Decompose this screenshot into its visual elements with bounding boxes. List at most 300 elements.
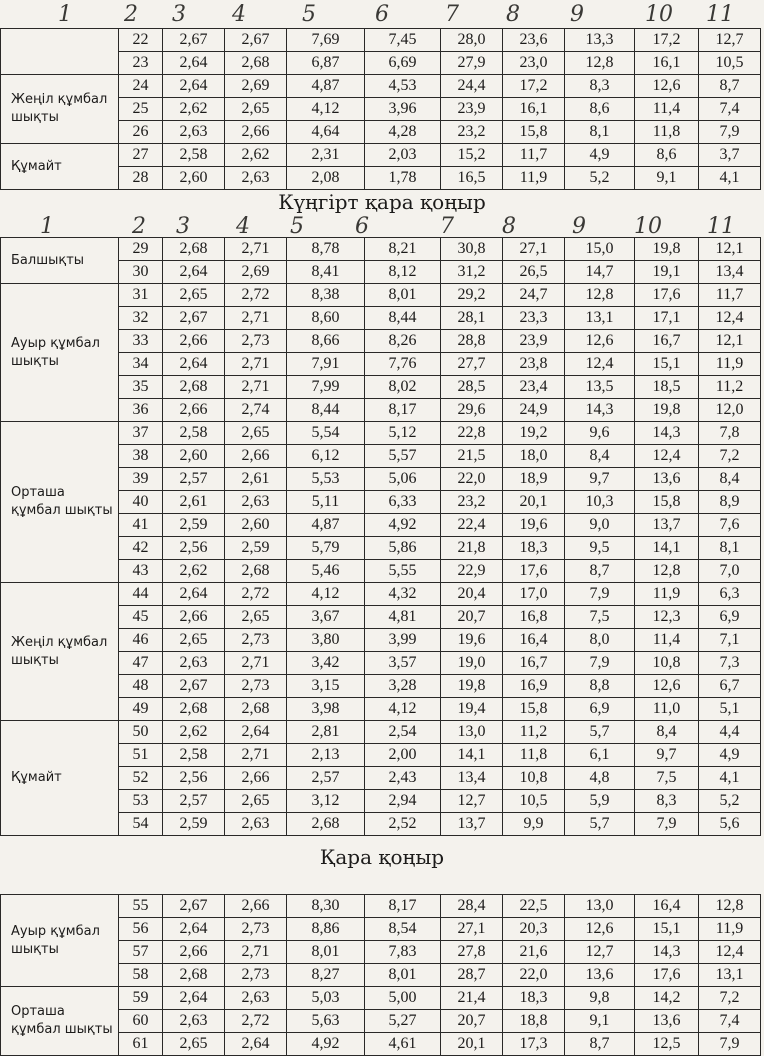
value-cell: 8,0 <box>565 629 635 652</box>
value-cell: 16,1 <box>635 52 699 75</box>
col-num: 2 <box>124 2 138 27</box>
value-cell: 8,4 <box>699 468 761 491</box>
col-num: 8 <box>502 214 516 239</box>
value-cell: 2,64 <box>225 1033 287 1056</box>
value-cell: 2,66 <box>225 445 287 468</box>
value-cell: 19,4 <box>441 698 503 721</box>
row-number-cell: 61 <box>119 1033 163 1056</box>
value-cell: 8,66 <box>287 330 365 353</box>
col-num: 10 <box>645 2 673 27</box>
value-cell: 13,6 <box>635 1010 699 1033</box>
value-cell: 8,86 <box>287 918 365 941</box>
value-cell: 2,71 <box>225 941 287 964</box>
value-cell: 27,1 <box>503 238 565 261</box>
col-num: 1 <box>40 214 54 239</box>
row-number-cell: 39 <box>119 468 163 491</box>
row-number-cell: 32 <box>119 307 163 330</box>
value-cell: 2,81 <box>287 721 365 744</box>
value-cell: 3,80 <box>287 629 365 652</box>
value-cell: 20,7 <box>441 1010 503 1033</box>
row-number-cell: 35 <box>119 376 163 399</box>
value-cell: 28,4 <box>441 895 503 918</box>
value-cell: 24,7 <box>503 284 565 307</box>
value-cell: 8,6 <box>565 98 635 121</box>
value-cell: 7,5 <box>635 767 699 790</box>
value-cell: 16,7 <box>635 330 699 353</box>
value-cell: 11,8 <box>503 744 565 767</box>
table-row <box>1 144 761 167</box>
value-cell: 28,8 <box>441 330 503 353</box>
row-number-cell: 51 <box>119 744 163 767</box>
value-cell: 2,64 <box>163 52 225 75</box>
value-cell: 2,65 <box>163 284 225 307</box>
value-cell: 15,0 <box>565 238 635 261</box>
value-cell: 7,4 <box>699 98 761 121</box>
value-cell: 4,4 <box>699 721 761 744</box>
value-cell: 13,1 <box>565 307 635 330</box>
row-number-cell: 31 <box>119 284 163 307</box>
heading-dark-chestnut-light: Күңгірт қара қоңыр <box>278 190 486 214</box>
table-row <box>1 895 761 918</box>
value-cell: 2,72 <box>225 284 287 307</box>
value-cell: 8,3 <box>565 75 635 98</box>
value-cell: 2,62 <box>163 721 225 744</box>
value-cell: 8,1 <box>699 537 761 560</box>
value-cell: 2,08 <box>287 167 365 190</box>
col-num: 4 <box>232 2 246 27</box>
value-cell: 16,9 <box>503 675 565 698</box>
value-cell: 12,7 <box>441 790 503 813</box>
soil-type-label: Орташа құмбал шықты <box>1 422 119 583</box>
value-cell: 24,9 <box>503 399 565 422</box>
col-num: 10 <box>634 214 662 239</box>
value-cell: 2,31 <box>287 144 365 167</box>
value-cell: 2,71 <box>225 652 287 675</box>
value-cell: 15,8 <box>503 121 565 144</box>
value-cell: 22,8 <box>441 422 503 445</box>
value-cell: 19,8 <box>635 399 699 422</box>
value-cell: 2,57 <box>287 767 365 790</box>
row-number-cell: 46 <box>119 629 163 652</box>
value-cell: 12,3 <box>635 606 699 629</box>
value-cell: 23,6 <box>503 29 565 52</box>
value-cell: 8,78 <box>287 238 365 261</box>
value-cell: 2,65 <box>163 1033 225 1056</box>
value-cell: 4,28 <box>365 121 441 144</box>
row-number-cell: 50 <box>119 721 163 744</box>
value-cell: 2,60 <box>225 514 287 537</box>
row-number-cell: 30 <box>119 261 163 284</box>
value-cell: 7,91 <box>287 353 365 376</box>
col-num: 9 <box>572 214 586 239</box>
value-cell: 6,9 <box>699 606 761 629</box>
value-cell: 9,1 <box>635 167 699 190</box>
value-cell: 7,76 <box>365 353 441 376</box>
value-cell: 7,9 <box>699 1033 761 1056</box>
row-number-cell: 43 <box>119 560 163 583</box>
value-cell: 5,1 <box>699 698 761 721</box>
value-cell: 8,8 <box>565 675 635 698</box>
value-cell: 8,3 <box>635 790 699 813</box>
value-cell: 5,12 <box>365 422 441 445</box>
row-number-cell: 37 <box>119 422 163 445</box>
value-cell: 17,6 <box>635 284 699 307</box>
value-cell: 11,9 <box>635 583 699 606</box>
value-cell: 7,9 <box>565 583 635 606</box>
value-cell: 4,9 <box>565 144 635 167</box>
value-cell: 2,71 <box>225 744 287 767</box>
value-cell: 2,65 <box>225 98 287 121</box>
value-cell: 10,8 <box>503 767 565 790</box>
value-cell: 7,3 <box>699 652 761 675</box>
value-cell: 17,2 <box>635 29 699 52</box>
value-cell: 6,87 <box>287 52 365 75</box>
value-cell: 22,0 <box>503 964 565 987</box>
row-number-cell: 25 <box>119 98 163 121</box>
value-cell: 2,58 <box>163 144 225 167</box>
col-num: 8 <box>506 2 520 27</box>
value-cell: 8,4 <box>565 445 635 468</box>
col-num: 3 <box>172 2 186 27</box>
value-cell: 20,1 <box>441 1033 503 1056</box>
row-number-cell: 58 <box>119 964 163 987</box>
value-cell: 2,67 <box>163 895 225 918</box>
value-cell: 2,65 <box>225 422 287 445</box>
value-cell: 2,73 <box>225 918 287 941</box>
value-cell: 6,7 <box>699 675 761 698</box>
value-cell: 7,6 <box>699 514 761 537</box>
value-cell: 9,6 <box>565 422 635 445</box>
value-cell: 2,63 <box>225 167 287 190</box>
value-cell: 2,66 <box>163 941 225 964</box>
value-cell: 2,68 <box>163 376 225 399</box>
value-cell: 5,63 <box>287 1010 365 1033</box>
value-cell: 8,41 <box>287 261 365 284</box>
value-cell: 13,4 <box>699 261 761 284</box>
value-cell: 8,27 <box>287 964 365 987</box>
value-cell: 10,3 <box>565 491 635 514</box>
value-cell: 8,7 <box>699 75 761 98</box>
value-cell: 11,0 <box>635 698 699 721</box>
value-cell: 4,12 <box>365 698 441 721</box>
section1-table <box>0 28 761 190</box>
value-cell: 2,74 <box>225 399 287 422</box>
value-cell: 2,64 <box>163 987 225 1010</box>
value-cell: 8,12 <box>365 261 441 284</box>
value-cell: 22,4 <box>441 514 503 537</box>
value-cell: 2,71 <box>225 238 287 261</box>
value-cell: 11,7 <box>503 144 565 167</box>
value-cell: 2,62 <box>163 98 225 121</box>
value-cell: 4,32 <box>365 583 441 606</box>
value-cell: 13,5 <box>565 376 635 399</box>
row-number-cell: 44 <box>119 583 163 606</box>
table-row <box>1 238 761 261</box>
value-cell: 2,67 <box>163 307 225 330</box>
value-cell: 12,8 <box>635 560 699 583</box>
table-row <box>1 75 761 98</box>
value-cell: 2,71 <box>225 307 287 330</box>
row-number-cell: 26 <box>119 121 163 144</box>
value-cell: 2,63 <box>163 652 225 675</box>
soil-type-label: Құмайт <box>1 721 119 836</box>
value-cell: 5,11 <box>287 491 365 514</box>
value-cell: 11,9 <box>699 918 761 941</box>
value-cell: 8,7 <box>565 560 635 583</box>
value-cell: 4,87 <box>287 75 365 98</box>
value-cell: 2,68 <box>287 813 365 836</box>
value-cell: 4,92 <box>365 514 441 537</box>
value-cell: 2,58 <box>163 744 225 767</box>
value-cell: 4,61 <box>365 1033 441 1056</box>
value-cell: 12,8 <box>699 895 761 918</box>
row-number-cell: 41 <box>119 514 163 537</box>
soil-type-label: Жеңіл құмбал шықты <box>1 583 119 721</box>
value-cell: 4,12 <box>287 98 365 121</box>
value-cell: 3,96 <box>365 98 441 121</box>
value-cell: 8,44 <box>365 307 441 330</box>
value-cell: 3,98 <box>287 698 365 721</box>
value-cell: 13,7 <box>635 514 699 537</box>
value-cell: 5,54 <box>287 422 365 445</box>
value-cell: 11,2 <box>699 376 761 399</box>
value-cell: 24,4 <box>441 75 503 98</box>
value-cell: 13,0 <box>441 721 503 744</box>
value-cell: 14,3 <box>565 399 635 422</box>
value-cell: 20,3 <box>503 918 565 941</box>
value-cell: 8,17 <box>365 895 441 918</box>
value-cell: 12,6 <box>565 330 635 353</box>
col-num: 4 <box>236 214 250 239</box>
value-cell: 6,69 <box>365 52 441 75</box>
value-cell: 3,12 <box>287 790 365 813</box>
value-cell: 5,03 <box>287 987 365 1010</box>
table-row <box>1 583 761 606</box>
value-cell: 28,0 <box>441 29 503 52</box>
value-cell: 9,7 <box>565 468 635 491</box>
value-cell: 23,9 <box>503 330 565 353</box>
row-number-cell: 42 <box>119 537 163 560</box>
value-cell: 9,5 <box>565 537 635 560</box>
value-cell: 2,62 <box>163 560 225 583</box>
value-cell: 28,7 <box>441 964 503 987</box>
value-cell: 17,3 <box>503 1033 565 1056</box>
value-cell: 5,2 <box>565 167 635 190</box>
value-cell: 15,2 <box>441 144 503 167</box>
value-cell: 20,4 <box>441 583 503 606</box>
value-cell: 23,2 <box>441 491 503 514</box>
soil-type-label: Жеңіл құмбал шықты <box>1 75 119 144</box>
value-cell: 3,99 <box>365 629 441 652</box>
table-row <box>1 284 761 307</box>
value-cell: 29,6 <box>441 399 503 422</box>
value-cell: 2,73 <box>225 964 287 987</box>
value-cell: 5,7 <box>565 721 635 744</box>
row-number-cell: 49 <box>119 698 163 721</box>
value-cell: 14,2 <box>635 987 699 1010</box>
value-cell: 2,68 <box>225 52 287 75</box>
value-cell: 22,9 <box>441 560 503 583</box>
value-cell: 3,28 <box>365 675 441 698</box>
value-cell: 2,63 <box>225 813 287 836</box>
value-cell: 8,30 <box>287 895 365 918</box>
value-cell: 2,59 <box>163 514 225 537</box>
value-cell: 2,69 <box>225 75 287 98</box>
value-cell: 2,62 <box>225 144 287 167</box>
value-cell: 2,57 <box>163 790 225 813</box>
value-cell: 8,60 <box>287 307 365 330</box>
value-cell: 28,1 <box>441 307 503 330</box>
value-cell: 12,6 <box>565 918 635 941</box>
value-cell: 7,1 <box>699 629 761 652</box>
table-row <box>1 987 761 1010</box>
value-cell: 2,00 <box>365 744 441 767</box>
value-cell: 7,9 <box>635 813 699 836</box>
value-cell: 2,03 <box>365 144 441 167</box>
row-number-cell: 47 <box>119 652 163 675</box>
value-cell: 5,2 <box>699 790 761 813</box>
value-cell: 5,55 <box>365 560 441 583</box>
soil-type-label: Ауыр құмбал шықты <box>1 895 119 987</box>
value-cell: 12,1 <box>699 238 761 261</box>
value-cell: 5,79 <box>287 537 365 560</box>
value-cell: 8,54 <box>365 918 441 941</box>
value-cell: 11,4 <box>635 629 699 652</box>
row-number-cell: 36 <box>119 399 163 422</box>
value-cell: 4,64 <box>287 121 365 144</box>
value-cell: 7,4 <box>699 1010 761 1033</box>
value-cell: 17,0 <box>503 583 565 606</box>
value-cell: 12,4 <box>699 941 761 964</box>
value-cell: 21,4 <box>441 987 503 1010</box>
value-cell: 2,68 <box>225 560 287 583</box>
value-cell: 2,71 <box>225 376 287 399</box>
value-cell: 21,5 <box>441 445 503 468</box>
value-cell: 16,1 <box>503 98 565 121</box>
row-number-cell: 52 <box>119 767 163 790</box>
value-cell: 5,46 <box>287 560 365 583</box>
value-cell: 12,0 <box>699 399 761 422</box>
value-cell: 15,1 <box>635 353 699 376</box>
value-cell: 12,8 <box>565 52 635 75</box>
col-num: 6 <box>375 2 389 27</box>
value-cell: 12,4 <box>565 353 635 376</box>
value-cell: 12,6 <box>635 75 699 98</box>
soil-type-label: Орташа құмбал шықты <box>1 987 119 1056</box>
value-cell: 5,27 <box>365 1010 441 1033</box>
value-cell: 12,7 <box>565 941 635 964</box>
value-cell: 13,0 <box>565 895 635 918</box>
row-number-cell: 54 <box>119 813 163 836</box>
value-cell: 2,73 <box>225 675 287 698</box>
value-cell: 16,7 <box>503 652 565 675</box>
value-cell: 2,65 <box>225 606 287 629</box>
value-cell: 9,9 <box>503 813 565 836</box>
col-num: 11 <box>706 2 734 27</box>
value-cell: 27,9 <box>441 52 503 75</box>
value-cell: 28,5 <box>441 376 503 399</box>
value-cell: 8,01 <box>287 941 365 964</box>
value-cell: 13,6 <box>635 468 699 491</box>
row-number-cell: 60 <box>119 1010 163 1033</box>
value-cell: 12,4 <box>635 445 699 468</box>
row-number-cell: 28 <box>119 167 163 190</box>
soil-type-label: Ауыр құмбал шықты <box>1 284 119 422</box>
value-cell: 2,68 <box>163 698 225 721</box>
value-cell: 9,8 <box>565 987 635 1010</box>
value-cell: 2,63 <box>163 1010 225 1033</box>
value-cell: 8,01 <box>365 964 441 987</box>
value-cell: 4,1 <box>699 767 761 790</box>
row-number-cell: 38 <box>119 445 163 468</box>
value-cell: 5,57 <box>365 445 441 468</box>
value-cell: 2,67 <box>225 29 287 52</box>
value-cell: 17,6 <box>503 560 565 583</box>
value-cell: 3,57 <box>365 652 441 675</box>
value-cell: 15,1 <box>635 918 699 941</box>
value-cell: 5,53 <box>287 468 365 491</box>
value-cell: 13,4 <box>441 767 503 790</box>
value-cell: 2,68 <box>163 238 225 261</box>
value-cell: 23,8 <box>503 353 565 376</box>
value-cell: 8,4 <box>635 721 699 744</box>
value-cell: 12,4 <box>699 307 761 330</box>
value-cell: 11,4 <box>635 98 699 121</box>
row-number-cell: 48 <box>119 675 163 698</box>
value-cell: 2,63 <box>163 121 225 144</box>
soil-type-label: Балшықты <box>1 238 119 284</box>
row-number-cell: 22 <box>119 29 163 52</box>
value-cell: 2,54 <box>365 721 441 744</box>
row-number-cell: 33 <box>119 330 163 353</box>
value-cell: 4,81 <box>365 606 441 629</box>
value-cell: 7,2 <box>699 445 761 468</box>
value-cell: 19,6 <box>441 629 503 652</box>
value-cell: 2,56 <box>163 767 225 790</box>
value-cell: 19,0 <box>441 652 503 675</box>
value-cell: 2,73 <box>225 330 287 353</box>
value-cell: 19,8 <box>441 675 503 698</box>
value-cell: 2,64 <box>163 353 225 376</box>
value-cell: 4,12 <box>287 583 365 606</box>
value-cell: 10,8 <box>635 652 699 675</box>
value-cell: 2,64 <box>163 75 225 98</box>
value-cell: 13,7 <box>441 813 503 836</box>
value-cell: 8,7 <box>565 1033 635 1056</box>
value-cell: 2,66 <box>225 767 287 790</box>
value-cell: 8,26 <box>365 330 441 353</box>
value-cell: 8,1 <box>565 121 635 144</box>
table-row <box>1 422 761 445</box>
value-cell: 7,0 <box>699 560 761 583</box>
value-cell: 8,44 <box>287 399 365 422</box>
value-cell: 8,9 <box>699 491 761 514</box>
row-number-cell: 27 <box>119 144 163 167</box>
value-cell: 11,8 <box>635 121 699 144</box>
value-cell: 18,3 <box>503 987 565 1010</box>
value-cell: 2,66 <box>163 606 225 629</box>
heading-dark-chestnut: Қара қоңыр <box>319 845 445 869</box>
col-num: 3 <box>176 214 190 239</box>
value-cell: 14,1 <box>441 744 503 767</box>
value-cell: 7,5 <box>565 606 635 629</box>
value-cell: 15,8 <box>635 491 699 514</box>
value-cell: 26,5 <box>503 261 565 284</box>
value-cell: 2,59 <box>225 537 287 560</box>
value-cell: 2,72 <box>225 583 287 606</box>
value-cell: 20,7 <box>441 606 503 629</box>
value-cell: 22,5 <box>503 895 565 918</box>
